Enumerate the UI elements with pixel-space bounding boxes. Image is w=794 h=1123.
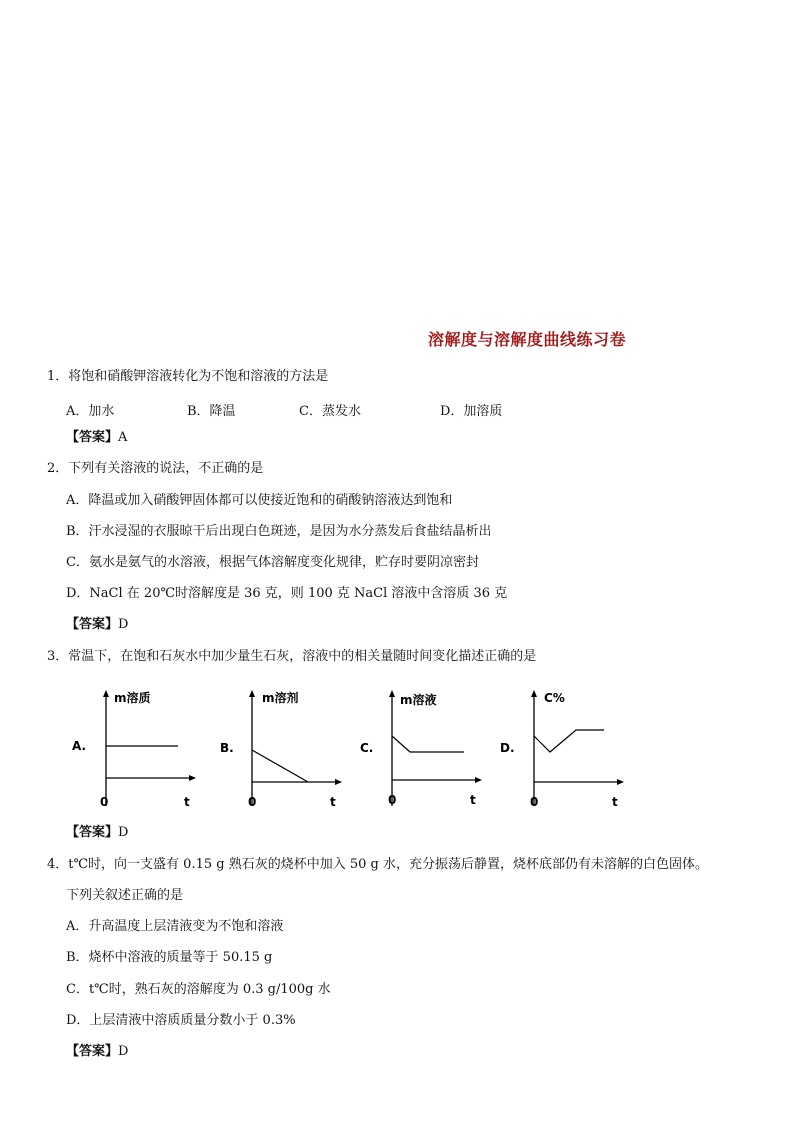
graph-c-xlabel: t <box>470 793 476 807</box>
question-1-stem: 1．将饱和硝酸钾溶液转化为不饱和溶液的方法是 <box>47 369 329 384</box>
graph-c-origin: 0 <box>388 793 397 807</box>
graph-a-origin: 0 <box>100 795 109 809</box>
graph-d <box>498 686 628 811</box>
q4-option-b: B．烧杯中溶液的质量等于 50.15 g <box>66 950 273 965</box>
answer-label: 【答案】 <box>66 430 119 445</box>
answer-value: D <box>118 1044 129 1059</box>
graph-a-xlabel: t <box>184 795 190 809</box>
graph-c-letter: C. <box>360 741 374 755</box>
graph-a-letter: A. <box>72 739 87 753</box>
answer-label: 【答案】 <box>66 825 119 840</box>
q2-option-b: B．汗水浸湿的衣服晾干后出现白色斑迹，是因为水分蒸发后食盐结晶析出 <box>66 524 492 539</box>
question-3-stem: 3．常温下，在饱和石灰水中加少量生石灰，溶液中的相关量随时间变化描述正确的是 <box>47 649 537 664</box>
graph-a-ylabel: m溶质 <box>114 691 151 705</box>
q4-option-c: C．t℃时，熟石灰的溶解度为 0.3 g/100g 水 <box>66 982 331 997</box>
q1-option-a: A．加水 <box>66 404 115 419</box>
answer-label: 【答案】 <box>66 1044 119 1059</box>
q2-answer <box>66 616 128 634</box>
answer-value: A <box>118 430 128 445</box>
graph-d-xlabel: t <box>612 795 618 809</box>
graph-a <box>68 686 198 811</box>
graph-d-origin: 0 <box>530 795 539 809</box>
q3-answer <box>66 824 128 842</box>
q4-option-a: A．升高温度上层清液变为不饱和溶液 <box>66 919 284 934</box>
q2-option-d: D．NaCl 在 20℃时溶解度是 36 克，则 100 克 NaCl 溶液中含溶质 36 克 <box>66 586 508 601</box>
q1-answer <box>66 429 127 447</box>
question-2-stem: 2．下列有关溶液的说法，不正确的是 <box>47 461 264 476</box>
graph-c <box>358 686 488 811</box>
q2-option-c: C．氨水是氨气的水溶液，根据气体溶解度变化规律，贮存时要阴凉密封 <box>66 555 479 570</box>
graph-b-letter: B. <box>220 741 234 755</box>
q4-option-d: D．上层清液中溶质质量分数小于 0.3% <box>66 1013 296 1028</box>
q1-option-c: C．蒸发水 <box>299 404 361 419</box>
graph-d-letter: D. <box>500 741 515 755</box>
answer-value: D <box>118 825 129 840</box>
q2-option-a: A．降温或加入硝酸钾固体都可以使接近饱和的硝酸钠溶液达到饱和 <box>66 493 453 508</box>
graph-b-xlabel: t <box>330 795 336 809</box>
q1-option-d: D．加溶质 <box>440 404 503 419</box>
question-4-stem-continued: 下列关叙述正确的是 <box>66 888 184 903</box>
question-4-stem: 4．t℃时，向一支盛有 0.15 g 熟石灰的烧杯中加入 50 g 水，充分振荡后静置，烧杯底部仍有未溶解的白色固体。 <box>47 857 708 872</box>
graph-b <box>216 686 346 811</box>
graph-b-ylabel: m溶剂 <box>262 691 299 705</box>
q4-answer <box>66 1043 128 1061</box>
answer-label: 【答案】 <box>66 617 119 632</box>
graph-c-ylabel: m溶液 <box>400 693 437 707</box>
graph-b-origin: 0 <box>248 795 257 809</box>
answer-value: D <box>118 617 129 632</box>
graph-d-ylabel: C% <box>544 691 565 705</box>
page-title: 溶解度与溶解度曲线练习卷 <box>428 330 627 349</box>
q1-option-b: B．降温 <box>187 404 236 419</box>
